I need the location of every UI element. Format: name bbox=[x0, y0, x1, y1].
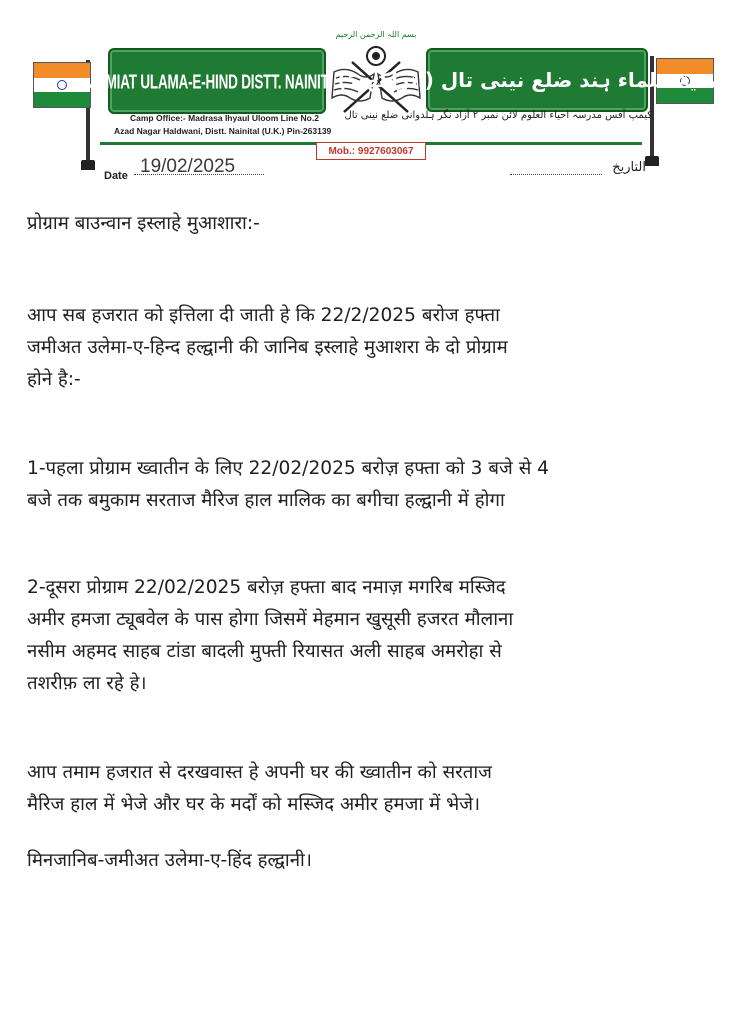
tarikh-label: التاریخ bbox=[612, 160, 646, 175]
program-heading: प्रोग्राम बाउन्वान इस्लाहे मुआशारा:- bbox=[27, 213, 260, 234]
text-line: मैरिज हाल में भेजे और घर के मर्दों को मस्जिद अमीर हमजा में भेजे। bbox=[27, 794, 481, 815]
camp-office-address bbox=[114, 112, 334, 138]
urdu-address: کیمپ آفس مدرسہ احیاء العلوم لائن نمبر ۲ آزاد نگر ہلدوانی ضلع نینی تال bbox=[344, 110, 652, 121]
org-name-english: JAMIAT ULAMA-E-HIND DISTT. NAINITAL bbox=[88, 69, 346, 93]
text-line: 1-पहला प्रोग्राम ख्वातीन के लिए 22/02/2025 बरोज़ हफ्ता को 3 बजे से 4 bbox=[27, 458, 550, 479]
text-line: जमीअत उलेमा-ए-हिन्द हल्द्वानी की जानिब इस्लाहे मुआशरा के दो प्रोग्राम bbox=[27, 337, 508, 358]
announcement-paragraph bbox=[27, 300, 707, 396]
text-line: अमीर हमजा ट्यूबवेल के पास होगा जिसमें मेहमान खुसूसी हजरत मौलाना bbox=[27, 609, 514, 630]
text-line: आप सब हजरात को इत्तिला दी जाती हे कि 22/2/2025 बरोज हफ्ता bbox=[27, 305, 500, 326]
org-name-urdu-banner bbox=[337, 48, 737, 112]
first-program-paragraph bbox=[27, 453, 707, 517]
mobile-number: Mob.: 9927603067 bbox=[316, 142, 426, 160]
camp-office-line2: Azad Nagar Haldwani, Distt. Nainital (U.K.) Pin-263139 bbox=[114, 126, 332, 136]
org-name-english-banner bbox=[88, 48, 346, 114]
text-line: तशरीफ़ ला रहे हे। bbox=[27, 673, 147, 694]
signoff: मिनजानिब-जमीअत उलेमा-ए-हिंद हल्द्वानी। bbox=[27, 850, 312, 871]
tarikh-field bbox=[510, 158, 646, 182]
date-label: Date bbox=[104, 170, 128, 182]
text-line: आप तमाम हजरात से दरखवास्त हे अपनी घर की ख्वातीन को सरताज bbox=[27, 762, 492, 783]
bismillah-text: بسم اللہ الرحمن الرحیم bbox=[335, 30, 417, 39]
text-line: बजे तक बमुकाम सरताज मैरिज हाल मालिक का बगीचा हल्द्वानी में होगा bbox=[27, 490, 505, 511]
second-program-paragraph bbox=[27, 572, 707, 700]
text-line: 2-दूसरा प्रोग्राम 22/02/2025 बरोज़ हफ्ता बाद नमाज़ मगरिब मस्जिद bbox=[27, 577, 506, 598]
text-line: नसीम अहमद साहब टांडा बादली मुफ्ती रियासत अली साहब अमरोहा से bbox=[27, 641, 502, 662]
text-line: होने है:- bbox=[27, 369, 81, 390]
right-flag-pole-base bbox=[645, 156, 659, 166]
org-name-urdu: جمعیۃ علماء ہند ضلع نینی تال (اتراکھنڈ) bbox=[337, 68, 737, 92]
request-paragraph bbox=[27, 757, 707, 821]
date-value: 19/02/2025 bbox=[140, 156, 236, 177]
tarikh-dotted-line bbox=[510, 174, 602, 175]
india-flag-icon bbox=[33, 62, 91, 108]
left-flag-pole-base bbox=[81, 160, 95, 170]
letterhead bbox=[0, 0, 737, 200]
camp-office-line1: Camp Office:- Madrasa Ihyaul Uloom Line No.2 bbox=[130, 113, 319, 123]
